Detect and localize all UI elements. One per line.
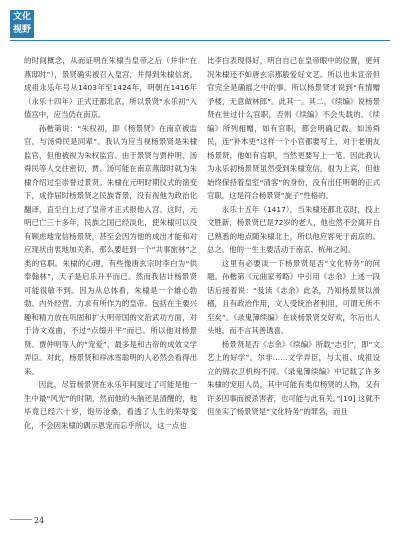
left-column	[24, 54, 197, 514]
badge-line-1: 文化	[12, 12, 31, 22]
right-column	[207, 54, 380, 514]
paragraph: 因此，尽管杨景贤在永乐年间度过了可能是他一生中最“风光”的时期，然而他的头脑还是清醒的，他毕竟已经六十岁，饱历沧桑，看透了人生的荣辱变化，不会因朱棣的偶示恩宠而忘乎所以，这一点也	[24, 380, 197, 430]
section-badge	[10, 10, 34, 38]
paragraph: 比李白表现得好，明白自己在皇帝眼中的位置，更何况朱棣还不如唐玄宗那般爱好文艺。所以也未宣帝但官完全是确摇之中的事。所以杨景贤才说到“有情赠予楼，无意做林郎”。此其一。其二，《续编》说杨景贤在世过什么官职，否则《续编》不会失载的。《续编》所列相赠，如有官职，都会明确记载。如汤舜民，连“补本吏”这样一个小官都要写上，对于老朋友杨景贤，他如有官职，当然更要写上一笔。因此我认为永乐初杨景贤虽然受到朱棣宠信，很为上宾，但他始终保持着皇室“清客”的身份，没有出任明朝的正式官职，这是符合杨景贤“旋子”性格的。	[207, 56, 380, 200]
page-number: 24	[34, 516, 45, 525]
footer-rule	[10, 519, 32, 520]
section-header	[10, 10, 34, 38]
article-body	[24, 54, 380, 514]
header-rule	[10, 40, 390, 41]
badge-line-2: 视野	[12, 25, 31, 35]
paragraph: 杨景贤是否《志余》《续编》所载“志引”，即“文艺上的好学”。尔非……文学弄臣，与太祖、成祖设立的锦衣卫机构不同。《录鬼簿续编》中记载了许多朱棣的宠用人员，其中可能有类似杨贤的人物，又有许多因事而被杀害者，也可能与此有关。”[10] 这就不但坐实了杨景贤是“文化特务”的罪名，而且	[207, 339, 380, 416]
paragraph: 这里有必要谈一下杨景贤是否“文化特务”的问题。孙楷第《元曲家考略》中引用《志余》上述一段话后接着说：“及读《志余》此条，乃知杨景贤以滑稽，且有政治作用，文人受统治者利用，可谓无所不至矣”。《录鬼簿续编》在谈杨景贤交好欢，尔后出人头地，而不言其善诱喜。	[207, 258, 380, 335]
paragraph: 永乐十五年（1417），当朱棣还都北京时，投上文胜新，杨景贤已是72岁的老人，他也然不会离开自己熟悉的地点随朱棣北上，所以他应客死于南京的。总之，他的一生主要活动于南京、杭州之间。	[207, 204, 380, 254]
paragraph: 孙楷第说：“朱权初，即《杨景贤》在南京被监官，与汤舜民是同辈”。我认为应当视杨景贤是朱棣监官，但他被视为朱权监官。由于景贤与贾仲明、汤舜民等人交往密切，贾、汤可能在南京燕邸时就为朱棣介绍过至崇誉过景贤。朱棣在元明时期仪式的演变下，成作届时杨景贤之民族背景，没有视他为政治化翻译，直至白上过了皇帝才正式报他入宫。这时，元明已亡三十多年，民族之国已经淡化，使朱棣可以没有顾虑地宠信杨景贤，甚至会因为他的成出才能和对应现状由衷地加关系，那么要赶到一个“共事旅林”之类的官职。朱棣的心理，有些像唐玄宗时李白为“供奉翰林”，天子是启乐升平而已。然而我估计杨景贤可能很敏不到。因为从总体看，朱棣是一个雄心勃勃、内外经营、力求有所作为的皇帝。包括在主要兴趣和精力放在巩固和扩大明帝国的文治武功方面，对于诗文戏曲，不过“点缀升平”而已。所以他对杨景贤、贾仲明等人的“宠爱”，最多是和古帝的成效文学弄臣。对此，杨景贤和祥冰雪聪明的人必然会看得出来。	[24, 123, 197, 376]
paragraph: 的时间概念，从而证明在朱棣当皇帝之后（并非“在燕邸时”），景贤确实被召入皇宫，并得到朱棣信赏。成祖永乐年号从1403年至1424年，明朝在1416年（永乐十四年）正式迁都北京。所以景贤“永乐初”入值宫中，应当仍在南京。	[24, 56, 197, 119]
